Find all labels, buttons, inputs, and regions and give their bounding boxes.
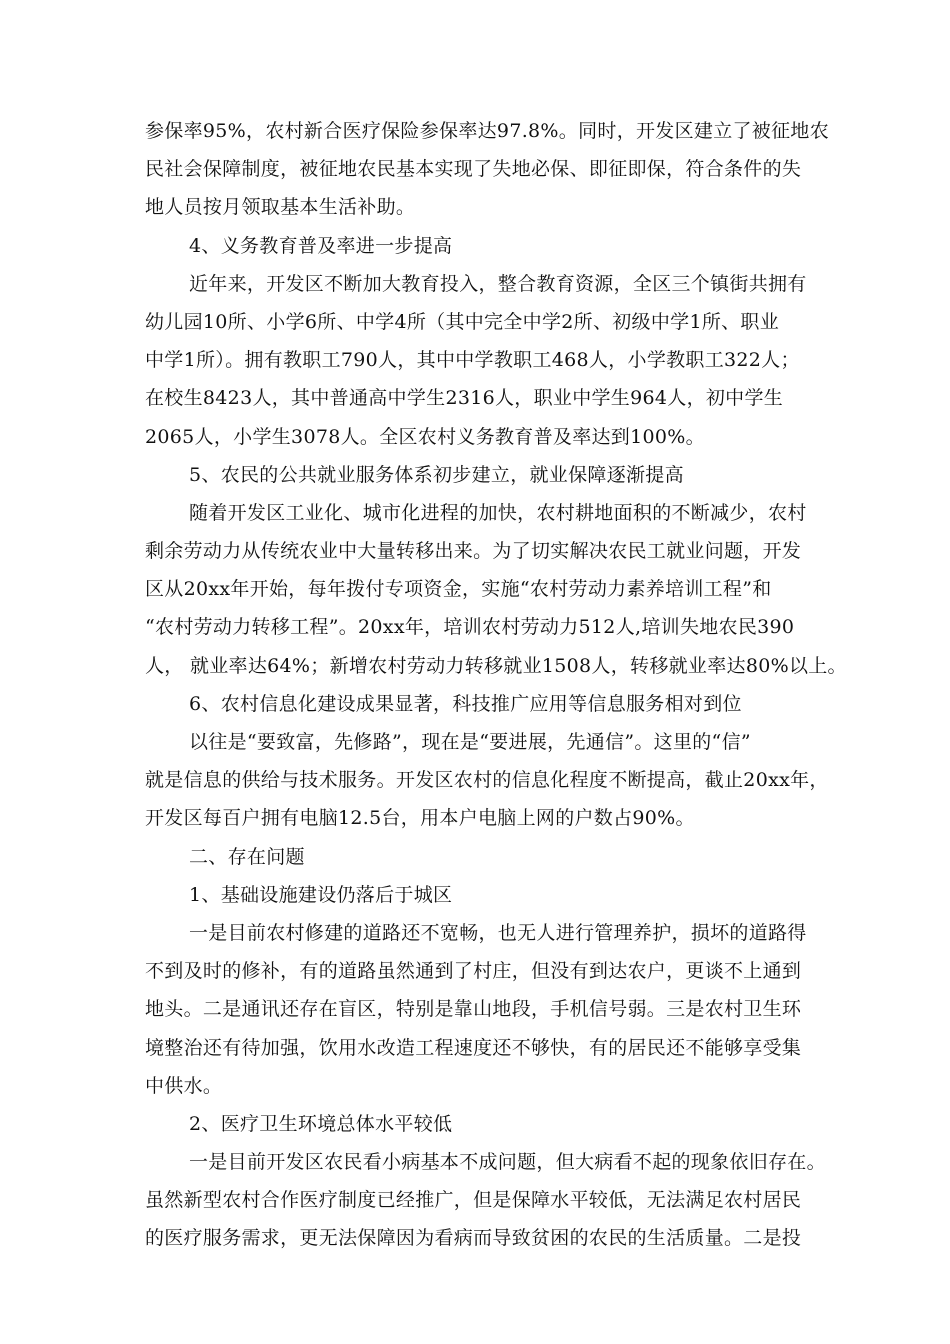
text-line: 1、基础设施建设仍落后于城区 bbox=[189, 883, 453, 906]
text-line: 以往是“要致富，先修路”，现在是“要进展，先通信”。这里的“信” bbox=[189, 731, 751, 753]
text-line: 开发区每百户拥有电脑12.5台，用本户电脑上网的户数占90%。 bbox=[145, 807, 695, 830]
text-line: 中供水。 bbox=[145, 1074, 223, 1097]
text-line: 在校生8423人，其中普通高中学生2316人，职业中学生964人，初中学生 bbox=[145, 387, 784, 410]
text-line: 不到及时的修补，有的道路虽然通到了村庄，但没有到达农户，更谈不上通到 bbox=[145, 960, 802, 983]
text-line: 二、存在问题 bbox=[189, 845, 305, 868]
text-line: 境整治还有待加强，饮用水改造工程速度还不够快，有的居民还不能够享受集 bbox=[145, 1036, 802, 1059]
text-line: 就是信息的供给与技术服务。开发区农村的信息化程度不断提高，截止20xx年， bbox=[145, 769, 829, 792]
text-line: 中学1所）。拥有教职工790人，其中中学教职工468人，小学教职工322人； bbox=[145, 349, 800, 372]
text-line: 的医疗服务需求，更无法保障因为看病而导致贫困的农民的生活质量。二是投 bbox=[145, 1227, 802, 1250]
text-line: 2、医疗卫生环境总体水平较低 bbox=[189, 1112, 453, 1135]
text-line: 6、农村信息化建设成果显著，科技推广应用等信息服务相对到位 bbox=[189, 692, 742, 715]
text-line: 人， 就业率达64%；新增农村劳动力转移就业1508人，转移就业率达80%以上。 bbox=[145, 654, 847, 677]
text-line: 一是目前开发区农民看小病基本不成问题，但大病看不起的现象依旧存在。 bbox=[189, 1151, 826, 1174]
text-line: 随着开发区工业化、城市化进程的加快，农村耕地面积的不断减少，农村 bbox=[189, 501, 807, 524]
text-line: 幼儿园10所、小学6所、中学4所（其中完全中学2所、初级中学1所、职业 bbox=[145, 310, 780, 333]
text-line: 2065人，小学生3078人。全区农村义务教育普及率达到100%。 bbox=[145, 425, 705, 448]
text-line: 近年来，开发区不断加大教育投入，整合教育资源，全区三个镇街共拥有 bbox=[189, 272, 807, 295]
text-line: 区从20xx年开始，每年拨付专项资金，实施“农村劳动力素养培训工程”和 bbox=[145, 578, 772, 601]
text-line: 虽然新型农村合作医疗制度已经推广，但是保障水平较低，无法满足农村居民 bbox=[145, 1189, 802, 1212]
text-line: 4、义务教育普及率进一步提高 bbox=[189, 234, 453, 257]
text-line: 剩余劳动力从传统农业中大量转移出来。为了切实解决农民工就业问题，开发 bbox=[145, 540, 802, 563]
document-body bbox=[145, 112, 847, 1258]
text-line: “农村劳动力转移工程”。20xx年，培训农村劳动力512人,培训失地农民390 bbox=[145, 616, 795, 639]
text-line: 5、农民的公共就业服务体系初步建立，就业保障逐渐提高 bbox=[189, 463, 684, 486]
text-line: 地人员按月领取基本生活补助。 bbox=[145, 196, 416, 219]
text-line: 地头。二是通讯还存在盲区，特别是靠山地段，手机信号弱。三是农村卫生环 bbox=[145, 998, 802, 1021]
text-line: 一是目前农村修建的道路还不宽畅，也无人进行管理养护，损坏的道路得 bbox=[189, 921, 807, 944]
text-line: 民社会保障制度，被征地农民基本实现了失地必保、即征即保，符合条件的失 bbox=[145, 158, 802, 181]
text-line: 参保率95%，农村新合医疗保险参保率达97.8%。同时，开发区建立了被征地农 bbox=[145, 120, 829, 142]
